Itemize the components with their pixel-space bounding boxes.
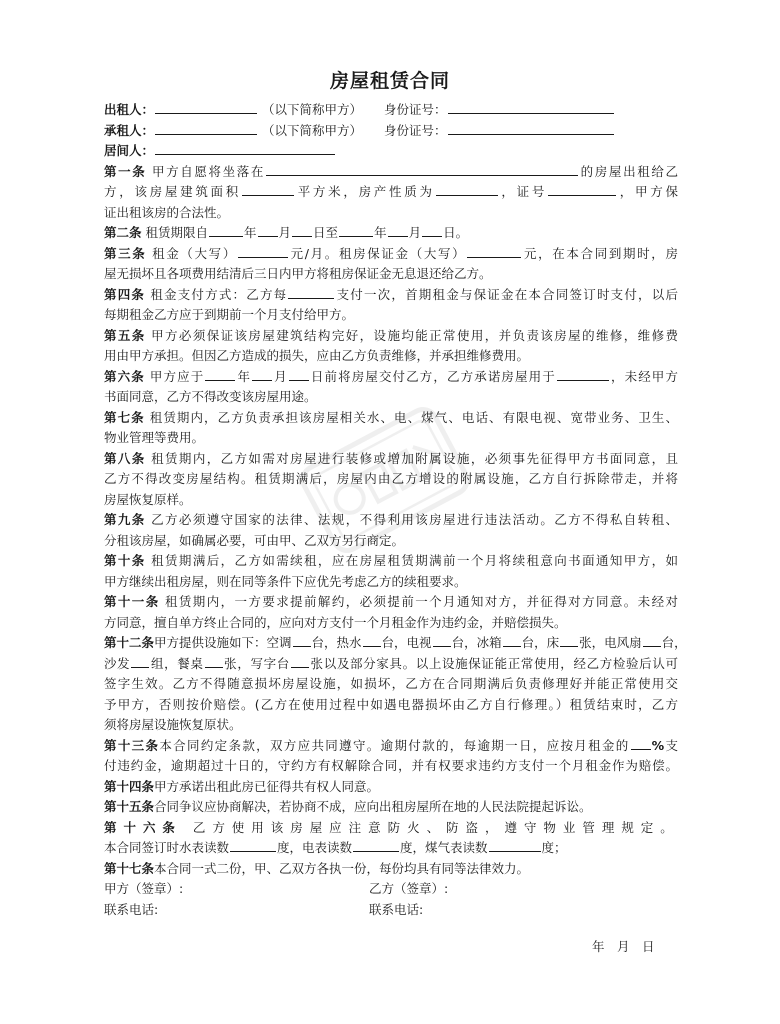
article-4-head: 第四条 [104, 286, 146, 302]
phone-row [104, 900, 678, 921]
article-2-line-1: 第二条 租赁期限自 年 月 日至 年 月 日。 [104, 225, 469, 240]
end-day-blank[interactable] [422, 223, 442, 237]
address-blank[interactable] [266, 162, 578, 176]
article-1-head: 第一条 [104, 163, 147, 179]
article-10-line-1: 第十条 租赁期满后，乙方如需续租，应在房屋租赁期满前一个月将续租意向书面通知甲方，如 [104, 553, 678, 568]
table-count-blank[interactable] [205, 654, 223, 668]
end-month-blank[interactable] [388, 223, 408, 237]
landlord-id-blank[interactable] [448, 100, 614, 114]
article-9-line-1: 第九条 乙方必须遵守国家的法律、法规，不得利用该房屋进行违法活动。乙方不得私自转租、 [104, 512, 678, 527]
landlord-abbr: （以下简称甲方） [262, 102, 363, 117]
water-meter-blank[interactable] [230, 838, 276, 852]
area-blank[interactable] [242, 182, 294, 196]
article-11-line-2: 方同意，擅自单方终止合同的，应向对方支付一个月租金作为违约金，并赔偿损失。 [104, 614, 567, 630]
certificate-number-blank[interactable] [548, 182, 616, 196]
party-a-signature[interactable]: 甲方（签章）: [104, 881, 184, 896]
article-2-head: 第二条 [104, 225, 142, 240]
article-6-line-1: 第六条 甲方应于 年 月 日前将房屋交付乙方，乙方承诺房屋用于 ，未经甲方 [104, 368, 678, 384]
party-b-signature[interactable]: 乙方（签章）: [369, 881, 449, 896]
fan-count-blank[interactable] [643, 633, 661, 647]
landlord-line [104, 100, 678, 121]
article-12-line-5: 须将房屋设施恢复原状。 [104, 717, 242, 732]
property-type-blank[interactable] [436, 182, 498, 196]
article-15-head: 第十五条 [104, 799, 155, 814]
article-10-head: 第十条 [104, 553, 146, 568]
article-16-head: 第十六条 [104, 819, 182, 835]
tenant-name-blank[interactable] [155, 121, 257, 135]
article-1-line-3: 证出租该房的合法性。 [104, 204, 230, 220]
article-14-line-1: 第十四条甲方承诺出租此房已征得共有权人同意。 [104, 778, 380, 794]
rent-amount-blank[interactable] [238, 244, 288, 258]
article-11-line-1: 第十一条 租赁期内，一方要求提前解约，必须提前一个月通知对方，并征得对方同意。未经对 [104, 594, 678, 609]
article-12-head: 第十二条 [104, 635, 155, 650]
article-14-head: 第十四条 [104, 778, 155, 794]
agent-line [104, 141, 678, 162]
end-year-blank[interactable] [339, 223, 373, 237]
delivery-day-blank[interactable] [289, 367, 309, 381]
late-fee-percent-blank[interactable] [631, 736, 651, 750]
usage-purpose-blank[interactable] [557, 367, 609, 381]
article-6-line-2: 书面同意，乙方不得改变该房屋用途。 [104, 389, 317, 404]
landlord-name-blank[interactable] [155, 100, 257, 114]
article-3-line-2: 屋无损坏且各项费用结清后三日内甲方将租房保证金无息退还给乙方。 [104, 266, 492, 281]
article-10-line-2: 甲方继续出租房屋，则在同等条件下应优先考虑乙方的续租要求。 [104, 573, 467, 589]
article-7-head: 第七条 [104, 409, 145, 425]
tenant-id-blank[interactable] [448, 121, 614, 135]
article-5-line-2: 用由甲方承担。但因乙方造成的损失，应由乙方负责维修，并承担维修费用。 [104, 348, 530, 363]
article-1-line-2: 方，该房屋建筑面积 平方米，房产性质为 ，证号 ，甲方保 [104, 184, 678, 199]
start-month-blank[interactable] [258, 223, 278, 237]
article-17-head: 第十七条 [104, 860, 155, 876]
landlord-label: 出租人： [104, 102, 155, 117]
tenant-id-label: 身份证号： [384, 122, 447, 138]
article-12-line-3: 签字生效。乙方不得随意损坏房屋设施，如损坏，乙方在合同期满后负责修理好并能正常使用交 [104, 676, 678, 691]
article-4-line-2: 每期租金乙方应于到期前一个月支付给甲方。 [104, 307, 355, 322]
article-13-line-1: 第十三条本合同约定条款，双方应共同遵守。逾期付款的，每逾期一日，应按月租金的 %支 [104, 737, 678, 753]
signature-row [104, 879, 678, 900]
article-4-line-1: 第四条 租金支付方式：乙方每 支付一次，首期租金与保证金在本合同签订时支付，以后 [104, 286, 678, 302]
tenant-abbr: （以下简称甲方） [262, 122, 363, 138]
article-6-head: 第六条 [104, 368, 145, 384]
water-heater-count-blank[interactable] [363, 633, 381, 647]
article-8-line-3: 房屋恢复原样。 [104, 491, 192, 507]
article-8-line-1: 第八条 租赁期内，乙方如需对房屋进行装修或增加附属设施，必须事先征得甲方书面同意，且 [104, 450, 678, 466]
gas-meter-blank[interactable] [489, 838, 541, 852]
page-title: 房屋租赁合同 [329, 70, 450, 92]
desk-count-blank[interactable] [291, 654, 309, 668]
article-11-head: 第十一条 [104, 594, 160, 609]
article-13-head: 第十三条 [104, 737, 160, 753]
tenant-label: 承租人： [104, 122, 155, 138]
tenant-line [104, 121, 678, 142]
article-9-head: 第九条 [104, 512, 146, 527]
article-5-line-1: 第五条 甲方必须保证该房屋建筑结构完好，设施均能正常使用，并负责该房屋的维修，维修费 [104, 327, 678, 343]
start-year-blank[interactable] [209, 223, 243, 237]
party-b-phone[interactable]: 联系电话: [369, 901, 424, 917]
article-12-line-1: 第十二条甲方提供设施如下：空调 台，热水 台，电视 台，冰箱 台，床 张，电风扇 台， [104, 635, 687, 650]
deposit-amount-blank[interactable] [467, 244, 521, 258]
article-9-line-2: 分租该房屋，如确属必要，可由甲、乙双方另行商定。 [104, 532, 405, 548]
article-7-line-2: 物业管理等费用。 [104, 430, 205, 445]
article-16-line-2: 本合同签订时水表读数 度，电表读数 度，煤气表读数 度； [104, 840, 567, 855]
tv-count-blank[interactable] [433, 633, 451, 647]
contract-body [104, 100, 687, 920]
sofa-count-blank[interactable] [131, 654, 149, 668]
article-3-head: 第三条 [104, 245, 147, 261]
signing-date[interactable]: 年 月 日 [592, 939, 655, 954]
landlord-id-label: 身份证号： [384, 102, 447, 117]
agent-label: 居间人： [104, 143, 155, 158]
article-16-line-1: 第十六条 乙方使用该房屋应注意防火、防盗，遵守物业管理规定。 [104, 819, 678, 835]
ac-count-blank[interactable] [293, 633, 311, 647]
delivery-year-blank[interactable] [205, 367, 235, 381]
article-17-line-1: 第十七条本合同一式二份，甲、乙双方各执一份，每份均具有同等法律效力。 [104, 860, 530, 876]
agent-name-blank[interactable] [155, 141, 335, 155]
article-1-line-1: 第一条 甲方自愿将坐落在 的房屋出租给乙 [104, 163, 678, 179]
article-3-line-1: 第三条 租金（大写） 元/月。租房保证金（大写） 元，在本合同到期时，房 [104, 245, 678, 261]
start-day-blank[interactable] [292, 223, 312, 237]
bed-count-blank[interactable] [560, 633, 578, 647]
article-8-head: 第八条 [104, 450, 146, 466]
party-a-phone[interactable]: 联系电话: [104, 901, 159, 917]
article-12-line-2: 沙发 组，餐桌 张，写字台 张以及部分家具。以上设施保证能正常使用，经乙方检验后认可 [104, 655, 678, 671]
article-7-line-1: 第七条 租赁期内，乙方负责承担该房屋相关水、电、煤气、电话、有限电视、宽带业务、卫生、 [104, 409, 678, 425]
fridge-count-blank[interactable] [503, 633, 521, 647]
article-13-line-2: 付违约金，逾期超过十日的，守约方有权解除合同，并有权要求违约方支付一个月租金作为赔偿。 [104, 758, 678, 773]
delivery-month-blank[interactable] [252, 367, 272, 381]
electric-meter-blank[interactable] [353, 838, 399, 852]
article-15-line-1: 第十五条合同争议应协商解决，若协商不成，应向出租房屋所在地的人民法院提起诉讼。 [104, 799, 592, 814]
payment-period-blank[interactable] [288, 285, 334, 299]
article-12-line-4: 予甲方，否则按价赔偿。(乙方在使用过程中如遇电器损坏由乙方自行修理。）租赁结束时，乙方 [104, 696, 678, 712]
article-5-head: 第五条 [104, 327, 146, 343]
article-8-line-2: 乙方不得改变房屋结构。租赁期满后，房屋内由乙方增设的附属设施，乙方自行拆除带走，并将 [104, 471, 678, 486]
